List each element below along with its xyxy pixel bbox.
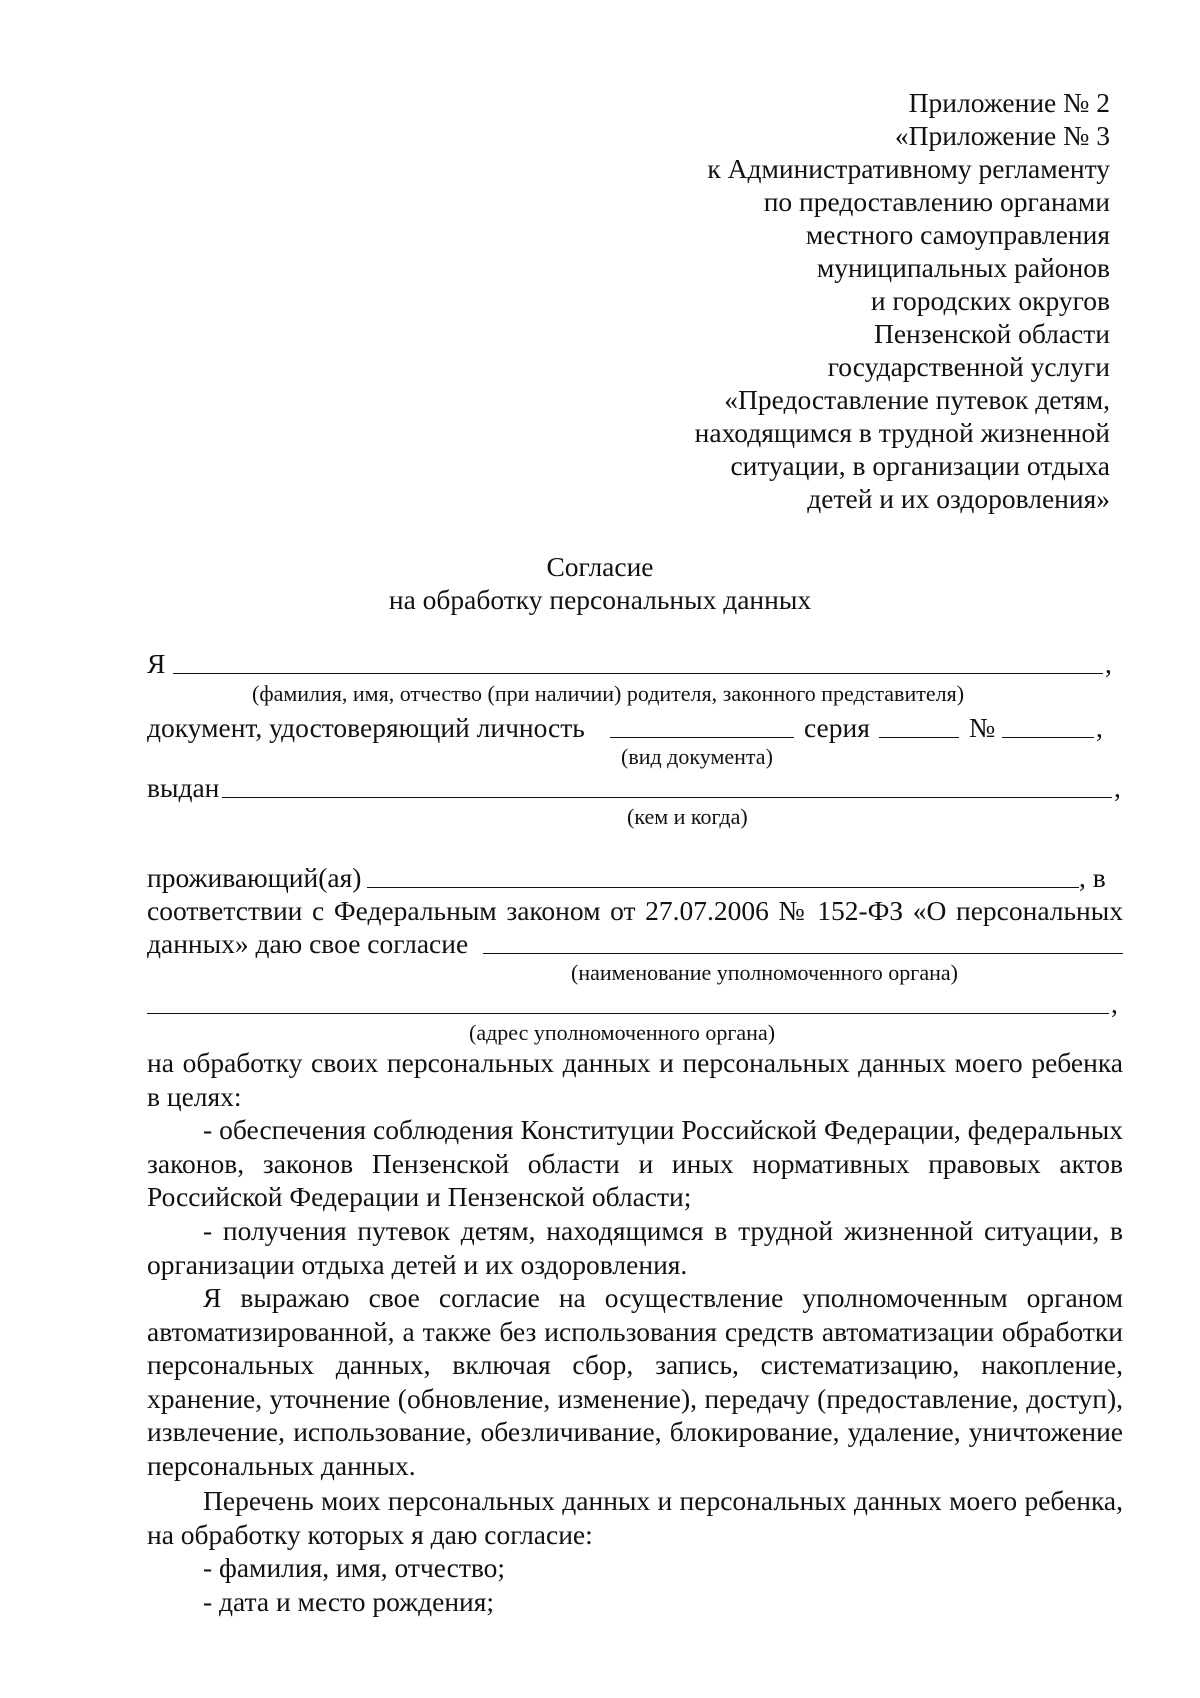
- fio-field[interactable]: [173, 673, 1103, 674]
- header-line: к Административному регламенту: [707, 153, 1110, 184]
- number-field[interactable]: [1002, 737, 1094, 738]
- authority-address-field[interactable]: [147, 1013, 1109, 1014]
- series-field[interactable]: [879, 737, 959, 738]
- fio-line: [147, 647, 1123, 680]
- issued-caption: (кем и когда): [627, 804, 748, 829]
- list-item: - фамилия, имя, отчество;: [203, 1552, 506, 1583]
- document-title: Согласие: [546, 551, 654, 582]
- number-label: №: [969, 712, 996, 743]
- residing-line: [147, 861, 1123, 894]
- authority-address-caption: (адрес уполномоченного органа): [469, 1020, 776, 1045]
- doc-caption: (вид документа): [621, 744, 773, 769]
- series-label: серия: [804, 712, 870, 743]
- header-line: Пензенской области: [873, 318, 1110, 349]
- header-line: «Предоставление путевок детям,: [724, 384, 1110, 415]
- doc-type-field[interactable]: [610, 737, 794, 738]
- purpose-item: - получения путевок детям, находящимся в трудной жизненной ситуации, в организации отдыха детей и их оздоровления.: [147, 1215, 1123, 1280]
- residing-field[interactable]: [367, 887, 1079, 888]
- header-line: по предоставлению органами: [763, 186, 1110, 217]
- header-line: ситуации, в организации отдыха: [730, 450, 1110, 481]
- document-line: [147, 711, 1123, 744]
- fio-caption: (фамилия, имя, отчество (при наличии) родителя, законного представителя): [252, 681, 965, 706]
- doc-label: документ, удостоверяющий личность: [147, 712, 585, 743]
- comma: ,: [1114, 772, 1121, 803]
- residing-tail: , в: [1079, 862, 1106, 893]
- document-subtitle: на обработку персональных данных: [388, 584, 812, 615]
- consent-line: [147, 927, 1123, 960]
- authority-address-line: [147, 987, 1123, 1020]
- issued-field[interactable]: [222, 797, 1112, 798]
- header-line: находящимся в трудной жизненной: [694, 417, 1110, 448]
- header-line: детей и их оздоровления»: [807, 483, 1110, 514]
- law-line: соответствии с Федеральным законом от 27.07.2006 № 152-ФЗ «О персональных: [147, 895, 1123, 926]
- header-line: Приложение № 2: [908, 87, 1110, 118]
- list-intro: Перечень моих персональных данных и персональных данных моего ребенка, на обработку которых я даю согласие:: [147, 1485, 1123, 1550]
- header-line: муниципальных районов: [816, 252, 1110, 283]
- i-label: Я: [147, 648, 166, 679]
- appendix-header: [550, 86, 1110, 515]
- residing-label: проживающий(ая): [147, 862, 362, 893]
- comma: ,: [1111, 988, 1118, 1019]
- header-line: местного самоуправления: [805, 219, 1110, 250]
- comma: ,: [1105, 648, 1112, 679]
- issued-label: выдан: [147, 772, 220, 803]
- consent-label: данных» даю свое согласие: [147, 928, 469, 959]
- comma: ,: [1096, 712, 1103, 743]
- processing-paragraph: Я выражаю свое согласие на осуществление уполномоченным органом автоматизированной, а также без использования средств автоматизации обработки персональных данных, включая сбор, запись, систематизацию, накопление, хранение, уточнение (обновление, изменение), передачу (предоставление, доступ), извлечение, использование, обезличивание, блокирование, удаление, уничтожение персональных данных.: [147, 1282, 1123, 1481]
- authority-caption: (наименование уполномоченного органа): [571, 960, 958, 985]
- authority-field[interactable]: [483, 953, 1123, 954]
- list-item: - дата и место рождения;: [203, 1586, 495, 1617]
- purpose-intro: на обработку своих персональных данных и персональных данных моего ребенка в целях:: [147, 1047, 1123, 1112]
- header-line: государственной услуги: [827, 351, 1110, 382]
- header-line: и городских округов: [870, 285, 1110, 316]
- purpose-item: - обеспечения соблюдения Конституции Российской Федерации, федеральных законов, законов Пензенской области и иных нормативных правовых актов Российской Федерации и Пензенской области;: [147, 1114, 1123, 1212]
- header-line: «Приложение № 3: [894, 120, 1110, 151]
- issued-line: [147, 771, 1123, 804]
